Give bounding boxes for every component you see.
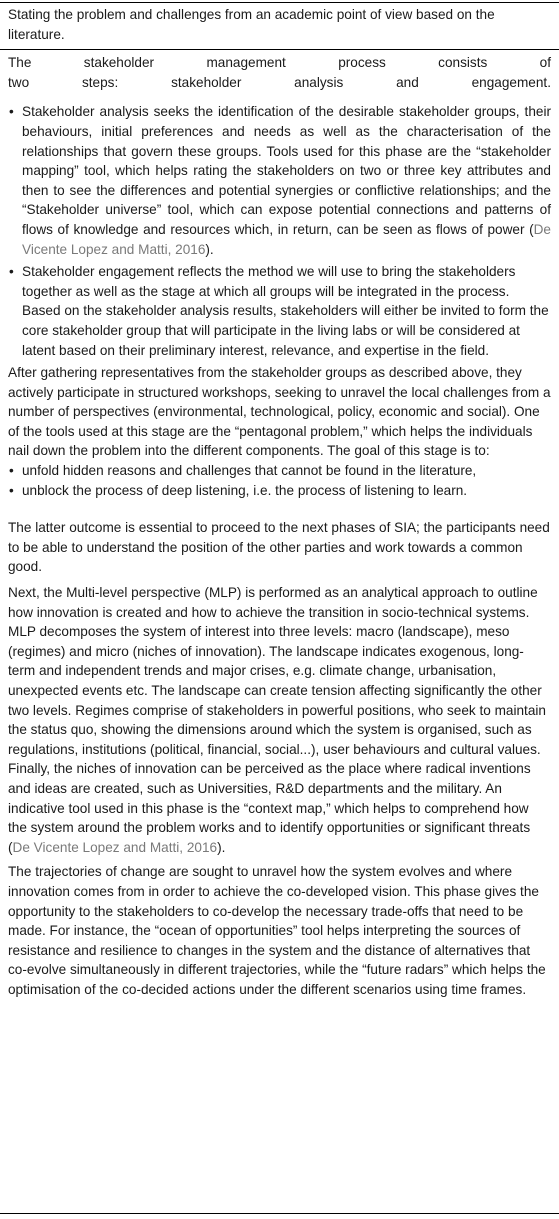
mlp-paragraph	[8, 583, 551, 857]
analysis-after: ).	[205, 241, 214, 257]
bottom-rule	[0, 1213, 559, 1214]
list-item-goal-1	[8, 461, 551, 481]
list-item-engagement	[8, 262, 551, 360]
goal-1-text: unfold hidden reasons and challenges that cannot be found in the literature,	[22, 463, 477, 479]
top-rule	[0, 2, 559, 3]
bullet-glyph: •	[9, 482, 14, 498]
outcome-paragraph: The latter outcome is essential to proceed to the next phases of SIA; the participants need to be able to understand the position of the other parties and work towards a common good.	[8, 520, 550, 575]
steps-line-2: two steps: stakeholder analysis and engagement.	[8, 74, 551, 90]
content-cell	[0, 50, 559, 1003]
goal-2-text: unblock the process of deep listening, i.e. the process of listening to learn.	[22, 482, 468, 498]
trajectories-paragraph: The trajectories of change are sought to unravel how the system evolves and where innovation comes from in order to achieve the co-developed vision. This phase gives the opportunity to the stakeholders to co-develop the necessary trade-offs that need to be made. For instance, the “ocean of opportunities” tool helps interpreting the sources of resistance and resilience to changes in the system and the distance of alternatives that co-evolve simultaneously in different trajectories, while the “future radars” which helps the optimisation of the co-decided actions under the different scenarios using time frames.	[8, 864, 546, 997]
intro-cell	[0, 2, 559, 50]
intro-text: Stating the problem and challenges from an academic point of view based on the literature.	[8, 7, 495, 42]
goals-list	[8, 461, 551, 500]
spacer	[8, 500, 551, 518]
list-item-analysis	[8, 102, 551, 259]
bullet-glyph: •	[9, 264, 14, 280]
bullet-glyph: •	[9, 463, 14, 479]
mlp-text: Next, the Multi-level perspective (MLP) is performed as an analytical approach to outline how innovation is created and how to achieve the transition in socio-technical systems. MLP decomposes the system of interest into three levels: macro (landscape), meso (regimes) and micro (niches of innovation). The landscape indicates exogenous, long-term and independent trends and major crises, e.g. climate change, urbanisation, unexpected events etc. The landscape can create tension affecting significantly the other two levels. Regimes comprise of stakeholders in powerful positions, who seek to maintain the status quo, showing the dimensions around which the system is organised, such as regulations, institutions (political, financial, social...), user behaviours and cultural values. Finally, the niches of innovation can be perceived as the place where radical inventions and ideas are created, such as Universities, R&D departments and the military. An indicative tool used in this phase is the “context map,” which helps to comprehend how the system around the problem works and to identify opportunities or significant threats (	[8, 585, 546, 855]
list-item-goal-2	[8, 481, 551, 501]
engagement-text: Stakeholder engagement reflects the method we will use to bring the stakeholders together as well as the stage at which all groups will be integrated in the process. Based on the stakeholder analysis results, stakeholders will either be invited to form the core stakeholder group that will participate in the living labs or will be considered at latent based on their preliminary interest, relevance, and expertise in the field.	[22, 264, 549, 358]
mlp-after: ).	[217, 839, 226, 855]
workshops-paragraph: After gathering representatives from the stakeholder groups as described above, they actively participate in structured workshops, seeking to unravel the local challenges from a number of perspectives (environmental, technological, policy, economic and social). One of the tools used at this stage are the “pentagonal problem,” which helps the individuals nail down the problem into the different components. The goal of this stage is to:	[8, 365, 551, 459]
citation-link[interactable]: De Vicente Lopez and Matti, 2016	[12, 839, 218, 855]
stakeholder-list	[8, 102, 551, 360]
citation-link[interactable]: De Vicente Lopez and Matti, 2016	[22, 221, 551, 257]
bullet-glyph: •	[9, 104, 14, 120]
steps-line-1: The stakeholder management process consists of	[8, 55, 551, 71]
analysis-text: Stakeholder analysis seeks the identification of the desirable stakeholder groups, their behaviours, initial preferences and needs as well as the characterisation of the relationships that govern these groups. Tools used for this phase are the “stakeholder mapping” tool, which helps rating the stakeholders on two or three key attributes and then to see the differences and potential synergies or conflictive relationships; and the “Stakeholder universe” tool, which can expose potential connections and patterns of flows of knowledge and resources which, in return, can be seen as flows of power (	[22, 104, 551, 237]
steps-paragraph	[8, 53, 551, 92]
